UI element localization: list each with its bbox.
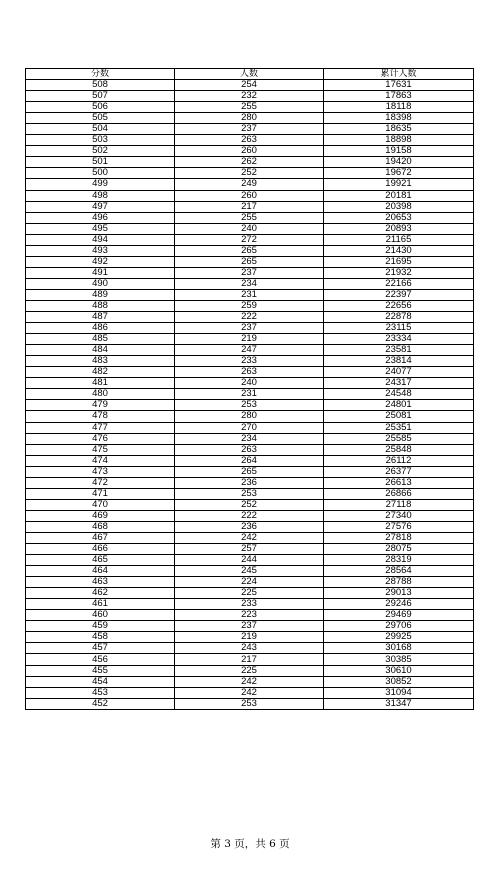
cell-cumulative: 23814 bbox=[324, 356, 474, 367]
cell-count: 247 bbox=[175, 345, 324, 356]
cell-count: 223 bbox=[175, 610, 324, 621]
cell-cumulative: 26377 bbox=[324, 466, 474, 477]
cell-count: 252 bbox=[175, 168, 324, 179]
header-score: 分数 bbox=[26, 69, 175, 80]
cell-score: 455 bbox=[26, 665, 175, 676]
cell-cumulative: 29013 bbox=[324, 588, 474, 599]
cell-score: 490 bbox=[26, 278, 175, 289]
cell-count: 225 bbox=[175, 588, 324, 599]
cell-count: 224 bbox=[175, 577, 324, 588]
table-row bbox=[26, 455, 474, 466]
cell-cumulative: 25081 bbox=[324, 411, 474, 422]
cell-cumulative: 23334 bbox=[324, 334, 474, 345]
cell-count: 219 bbox=[175, 334, 324, 345]
cell-cumulative: 18398 bbox=[324, 113, 474, 124]
cell-count: 257 bbox=[175, 544, 324, 555]
header-cumulative: 累计人数 bbox=[324, 69, 474, 80]
cell-cumulative: 21430 bbox=[324, 245, 474, 256]
cell-score: 508 bbox=[26, 80, 175, 91]
table-row bbox=[26, 323, 474, 334]
cell-cumulative: 27576 bbox=[324, 521, 474, 532]
table-body bbox=[26, 80, 474, 710]
cell-score: 473 bbox=[26, 466, 175, 477]
cell-count: 265 bbox=[175, 256, 324, 267]
cell-count: 255 bbox=[175, 102, 324, 113]
cell-score: 480 bbox=[26, 389, 175, 400]
table-row bbox=[26, 102, 474, 113]
table-row bbox=[26, 256, 474, 267]
cell-cumulative: 31094 bbox=[324, 687, 474, 698]
cell-cumulative: 20653 bbox=[324, 212, 474, 223]
cell-count: 217 bbox=[175, 654, 324, 665]
page-number-footer: 第 3 页，共 6 页 bbox=[210, 838, 290, 850]
table-row bbox=[26, 477, 474, 488]
cell-count: 242 bbox=[175, 687, 324, 698]
cell-score: 497 bbox=[26, 201, 175, 212]
table-header bbox=[26, 69, 474, 80]
table-row bbox=[26, 356, 474, 367]
cell-score: 459 bbox=[26, 621, 175, 632]
cell-cumulative: 29246 bbox=[324, 599, 474, 610]
cell-cumulative: 26866 bbox=[324, 488, 474, 499]
cell-cumulative: 31347 bbox=[324, 698, 474, 709]
table-row bbox=[26, 345, 474, 356]
table-row bbox=[26, 135, 474, 146]
table-row bbox=[26, 665, 474, 676]
cell-count: 254 bbox=[175, 80, 324, 91]
cell-score: 458 bbox=[26, 632, 175, 643]
cell-count: 265 bbox=[175, 466, 324, 477]
cell-score: 460 bbox=[26, 610, 175, 621]
cell-cumulative: 25848 bbox=[324, 444, 474, 455]
cell-count: 217 bbox=[175, 201, 324, 212]
table-row bbox=[26, 411, 474, 422]
table-row bbox=[26, 566, 474, 577]
cell-score: 462 bbox=[26, 588, 175, 599]
cell-cumulative: 23581 bbox=[324, 345, 474, 356]
cell-count: 225 bbox=[175, 665, 324, 676]
cell-count: 253 bbox=[175, 400, 324, 411]
cell-score: 489 bbox=[26, 289, 175, 300]
table-row bbox=[26, 588, 474, 599]
cell-cumulative: 29706 bbox=[324, 621, 474, 632]
cell-score: 476 bbox=[26, 433, 175, 444]
cell-cumulative: 30610 bbox=[324, 665, 474, 676]
table-row bbox=[26, 146, 474, 157]
cell-score: 488 bbox=[26, 300, 175, 311]
table-row bbox=[26, 267, 474, 278]
table-row bbox=[26, 234, 474, 245]
cell-cumulative: 24317 bbox=[324, 378, 474, 389]
cell-cumulative: 17631 bbox=[324, 80, 474, 91]
cell-cumulative: 27118 bbox=[324, 499, 474, 510]
cell-score: 457 bbox=[26, 643, 175, 654]
cell-score: 481 bbox=[26, 378, 175, 389]
cell-score: 492 bbox=[26, 256, 175, 267]
cell-count: 242 bbox=[175, 532, 324, 543]
table-row bbox=[26, 555, 474, 566]
cell-count: 233 bbox=[175, 356, 324, 367]
table-row bbox=[26, 278, 474, 289]
cell-cumulative: 21695 bbox=[324, 256, 474, 267]
cell-score: 468 bbox=[26, 521, 175, 532]
cell-count: 253 bbox=[175, 698, 324, 709]
cell-count: 262 bbox=[175, 157, 324, 168]
cell-cumulative: 24801 bbox=[324, 400, 474, 411]
cell-score: 491 bbox=[26, 267, 175, 278]
cell-count: 236 bbox=[175, 477, 324, 488]
cell-score: 505 bbox=[26, 113, 175, 124]
cell-cumulative: 24548 bbox=[324, 389, 474, 400]
cell-count: 234 bbox=[175, 278, 324, 289]
cell-cumulative: 28564 bbox=[324, 566, 474, 577]
cell-score: 504 bbox=[26, 124, 175, 135]
table-row bbox=[26, 466, 474, 477]
cell-score: 485 bbox=[26, 334, 175, 345]
cell-score: 483 bbox=[26, 356, 175, 367]
table-row bbox=[26, 201, 474, 212]
cell-cumulative: 22878 bbox=[324, 312, 474, 323]
cell-score: 454 bbox=[26, 676, 175, 687]
cell-cumulative: 25585 bbox=[324, 433, 474, 444]
cell-score: 465 bbox=[26, 555, 175, 566]
cell-score: 495 bbox=[26, 223, 175, 234]
cell-score: 467 bbox=[26, 532, 175, 543]
cell-count: 245 bbox=[175, 566, 324, 577]
table-row bbox=[26, 80, 474, 91]
cell-score: 471 bbox=[26, 488, 175, 499]
table-row bbox=[26, 488, 474, 499]
cell-count: 263 bbox=[175, 444, 324, 455]
cell-count: 232 bbox=[175, 91, 324, 102]
table-row bbox=[26, 499, 474, 510]
cell-cumulative: 26613 bbox=[324, 477, 474, 488]
cell-cumulative: 20398 bbox=[324, 201, 474, 212]
cell-count: 237 bbox=[175, 267, 324, 278]
table-row bbox=[26, 610, 474, 621]
cell-score: 464 bbox=[26, 566, 175, 577]
cell-count: 243 bbox=[175, 643, 324, 654]
cell-score: 470 bbox=[26, 499, 175, 510]
cell-count: 236 bbox=[175, 521, 324, 532]
cell-count: 265 bbox=[175, 245, 324, 256]
cell-count: 272 bbox=[175, 234, 324, 245]
cell-score: 453 bbox=[26, 687, 175, 698]
cell-cumulative: 26112 bbox=[324, 455, 474, 466]
cell-score: 487 bbox=[26, 312, 175, 323]
cell-score: 456 bbox=[26, 654, 175, 665]
cell-cumulative: 20893 bbox=[324, 223, 474, 234]
table-row bbox=[26, 378, 474, 389]
table-row bbox=[26, 91, 474, 102]
table-row bbox=[26, 577, 474, 588]
table-row bbox=[26, 223, 474, 234]
table-row bbox=[26, 179, 474, 190]
cell-cumulative: 17863 bbox=[324, 91, 474, 102]
cell-count: 244 bbox=[175, 555, 324, 566]
cell-count: 259 bbox=[175, 300, 324, 311]
cell-cumulative: 25351 bbox=[324, 422, 474, 433]
cell-cumulative: 22397 bbox=[324, 289, 474, 300]
cell-score: 496 bbox=[26, 212, 175, 223]
cell-count: 231 bbox=[175, 389, 324, 400]
cell-count: 264 bbox=[175, 455, 324, 466]
cell-count: 263 bbox=[175, 135, 324, 146]
cell-cumulative: 30852 bbox=[324, 676, 474, 687]
table-row bbox=[26, 190, 474, 201]
cell-count: 280 bbox=[175, 411, 324, 422]
table-row bbox=[26, 521, 474, 532]
table-row bbox=[26, 532, 474, 543]
cell-score: 452 bbox=[26, 698, 175, 709]
table-row bbox=[26, 632, 474, 643]
cell-score: 477 bbox=[26, 422, 175, 433]
cell-cumulative: 29469 bbox=[324, 610, 474, 621]
cell-count: 234 bbox=[175, 433, 324, 444]
cell-score: 466 bbox=[26, 544, 175, 555]
cell-score: 472 bbox=[26, 477, 175, 488]
table-row bbox=[26, 621, 474, 632]
cell-score: 486 bbox=[26, 323, 175, 334]
cell-cumulative: 28319 bbox=[324, 555, 474, 566]
cell-score: 506 bbox=[26, 102, 175, 113]
table-row bbox=[26, 389, 474, 400]
table-row bbox=[26, 510, 474, 521]
cell-cumulative: 23115 bbox=[324, 323, 474, 334]
table-row bbox=[26, 643, 474, 654]
cell-count: 240 bbox=[175, 378, 324, 389]
table-row bbox=[26, 422, 474, 433]
score-distribution-table bbox=[25, 68, 474, 710]
cell-cumulative: 29925 bbox=[324, 632, 474, 643]
table-row bbox=[26, 157, 474, 168]
cell-cumulative: 19158 bbox=[324, 146, 474, 157]
cell-count: 237 bbox=[175, 621, 324, 632]
cell-cumulative: 27340 bbox=[324, 510, 474, 521]
cell-score: 498 bbox=[26, 190, 175, 201]
cell-cumulative: 20181 bbox=[324, 190, 474, 201]
cell-count: 280 bbox=[175, 113, 324, 124]
cell-cumulative: 24077 bbox=[324, 367, 474, 378]
cell-cumulative: 27818 bbox=[324, 532, 474, 543]
table-row bbox=[26, 168, 474, 179]
cell-score: 475 bbox=[26, 444, 175, 455]
cell-count: 255 bbox=[175, 212, 324, 223]
cell-cumulative: 22166 bbox=[324, 278, 474, 289]
cell-count: 252 bbox=[175, 499, 324, 510]
cell-cumulative: 19420 bbox=[324, 157, 474, 168]
cell-count: 222 bbox=[175, 312, 324, 323]
cell-score: 501 bbox=[26, 157, 175, 168]
table-row bbox=[26, 212, 474, 223]
table-row bbox=[26, 444, 474, 455]
table-row bbox=[26, 544, 474, 555]
cell-score: 482 bbox=[26, 367, 175, 378]
table-row bbox=[26, 245, 474, 256]
cell-cumulative: 28788 bbox=[324, 577, 474, 588]
header-count: 人数 bbox=[175, 69, 324, 80]
cell-score: 479 bbox=[26, 400, 175, 411]
cell-count: 222 bbox=[175, 510, 324, 521]
table-row bbox=[26, 654, 474, 665]
cell-score: 469 bbox=[26, 510, 175, 521]
cell-cumulative: 21165 bbox=[324, 234, 474, 245]
cell-score: 502 bbox=[26, 146, 175, 157]
cell-score: 494 bbox=[26, 234, 175, 245]
cell-score: 493 bbox=[26, 245, 175, 256]
table-row bbox=[26, 334, 474, 345]
table-row bbox=[26, 113, 474, 124]
cell-count: 219 bbox=[175, 632, 324, 643]
cell-count: 270 bbox=[175, 422, 324, 433]
cell-score: 503 bbox=[26, 135, 175, 146]
table-row bbox=[26, 687, 474, 698]
table-row bbox=[26, 400, 474, 411]
cell-cumulative: 19921 bbox=[324, 179, 474, 190]
cell-count: 260 bbox=[175, 190, 324, 201]
cell-score: 474 bbox=[26, 455, 175, 466]
table-row bbox=[26, 433, 474, 444]
cell-count: 237 bbox=[175, 124, 324, 135]
cell-score: 463 bbox=[26, 577, 175, 588]
cell-cumulative: 18898 bbox=[324, 135, 474, 146]
cell-score: 507 bbox=[26, 91, 175, 102]
table-row bbox=[26, 312, 474, 323]
cell-cumulative: 19672 bbox=[324, 168, 474, 179]
cell-cumulative: 30168 bbox=[324, 643, 474, 654]
header-row bbox=[26, 69, 474, 80]
table-row bbox=[26, 698, 474, 709]
table-row bbox=[26, 300, 474, 311]
cell-score: 499 bbox=[26, 179, 175, 190]
cell-cumulative: 28075 bbox=[324, 544, 474, 555]
table-row bbox=[26, 676, 474, 687]
table-row bbox=[26, 599, 474, 610]
cell-score: 478 bbox=[26, 411, 175, 422]
cell-count: 260 bbox=[175, 146, 324, 157]
cell-count: 240 bbox=[175, 223, 324, 234]
cell-score: 500 bbox=[26, 168, 175, 179]
table-row bbox=[26, 289, 474, 300]
cell-cumulative: 18118 bbox=[324, 102, 474, 113]
cell-score: 484 bbox=[26, 345, 175, 356]
table-row bbox=[26, 367, 474, 378]
cell-score: 461 bbox=[26, 599, 175, 610]
cell-count: 249 bbox=[175, 179, 324, 190]
cell-count: 253 bbox=[175, 488, 324, 499]
cell-cumulative: 22656 bbox=[324, 300, 474, 311]
cell-cumulative: 30385 bbox=[324, 654, 474, 665]
cell-cumulative: 21932 bbox=[324, 267, 474, 278]
cell-count: 237 bbox=[175, 323, 324, 334]
cell-count: 263 bbox=[175, 367, 324, 378]
cell-count: 242 bbox=[175, 676, 324, 687]
table-row bbox=[26, 124, 474, 135]
cell-count: 231 bbox=[175, 289, 324, 300]
cell-count: 233 bbox=[175, 599, 324, 610]
cell-cumulative: 18635 bbox=[324, 124, 474, 135]
